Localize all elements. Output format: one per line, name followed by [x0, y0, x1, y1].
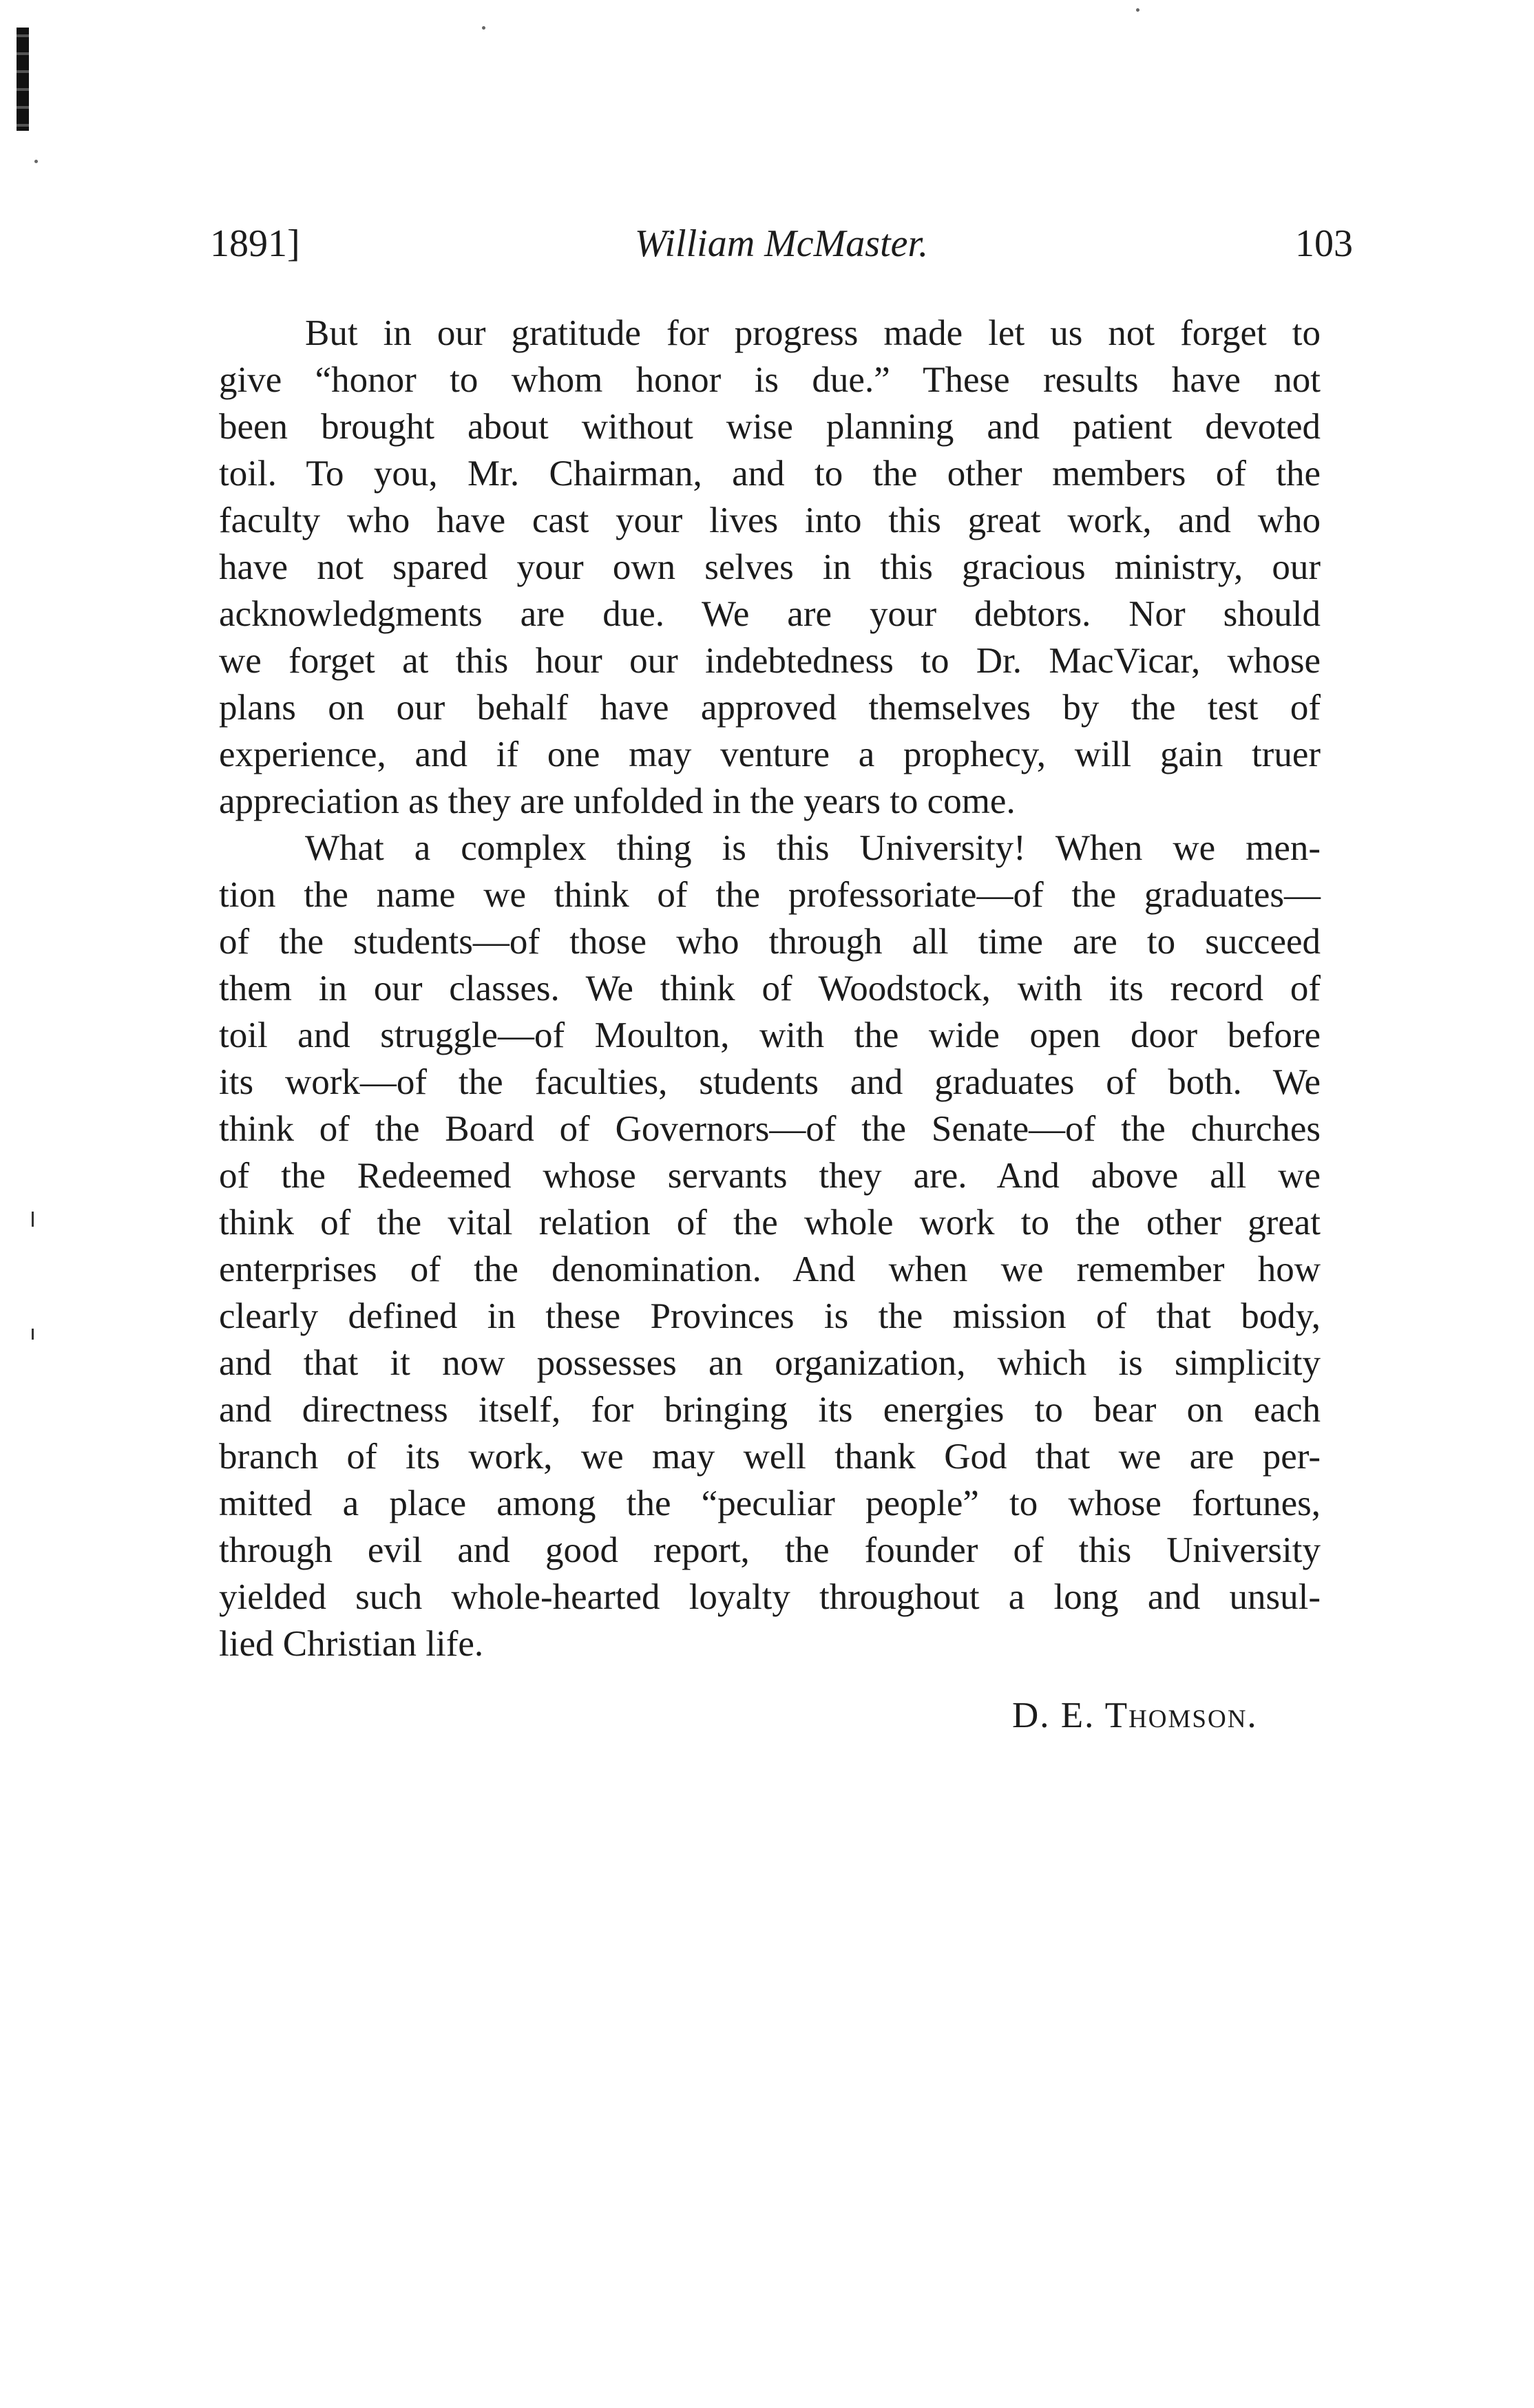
scan-speck [482, 26, 485, 30]
text-line: experience, and if one may venture a prophecy, will gain truer [219, 735, 1321, 774]
text-line: yielded such whole-hearted loyalty throughout a long and unsul- [219, 1577, 1321, 1617]
paragraph [219, 825, 1321, 1667]
scan-speck [34, 160, 38, 163]
text-line: have not spared your own selves in this gracious ministry, our [219, 547, 1321, 587]
text-line: think of the vital relation of the whole work to the other great [219, 1203, 1321, 1243]
scan-speck [1136, 8, 1139, 12]
body-text [219, 310, 1321, 1667]
page-number: 103 [1295, 222, 1353, 265]
text-line: enterprises of the denomination. And when we remember how [219, 1249, 1321, 1289]
text-line: we forget at this hour our indebtedness to Dr. MacVicar, whose [219, 641, 1321, 681]
text-line: branch of its work, we may well thank God that we are per- [219, 1437, 1321, 1477]
text-line: through evil and good report, the founder of this University [219, 1530, 1321, 1570]
text-line: toil. To you, Mr. Chairman, and to the other members of the [219, 454, 1321, 494]
text-line: tion the name we think of the professoriate—of the graduates— [219, 875, 1321, 915]
text-line: mitted a place among the “peculiar people” to whose fortunes, [219, 1483, 1321, 1523]
text-line: toil and struggle—of Moulton, with the wide open door before [219, 1015, 1321, 1055]
text-line: of the students—of those who through all time are to succeed [219, 922, 1321, 962]
running-head-title: William McMaster. [634, 222, 929, 265]
scan-speck [32, 1329, 34, 1340]
text-line: them in our classes. We think of Woodstock, with its record of [219, 969, 1321, 1008]
scan-speck [32, 1212, 34, 1227]
running-head-year: 1891] [210, 222, 300, 265]
author-signature: D. E. Thomson. [1012, 1696, 1258, 1735]
text-line: clearly defined in these Provinces is the mission of that body, [219, 1296, 1321, 1336]
text-line: give “honor to whom honor is due.” These results have not [219, 360, 1321, 400]
text-line: appreciation as they are unfolded in the years to come. [219, 781, 1016, 821]
text-line: lied Christian life. [219, 1624, 484, 1664]
text-line: But in our gratitude for progress made let us not forget to [305, 313, 1321, 353]
text-line: What a complex thing is this University! When we men- [305, 828, 1321, 868]
text-line: plans on our behalf have approved themselves by the test of [219, 688, 1321, 728]
text-line: of the Redeemed whose servants they are. And above all we [219, 1156, 1321, 1196]
text-line: think of the Board of Governors—of the Senate—of the churches [219, 1109, 1321, 1149]
text-line: its work—of the faculties, students and graduates of both. We [219, 1062, 1321, 1102]
text-line: and that it now possesses an organization, which is simplicity [219, 1343, 1321, 1383]
text-line: faculty who have cast your lives into this great work, and who [219, 500, 1321, 540]
scan-edge-mark [17, 28, 29, 131]
text-line: been brought about without wise planning and patient devoted [219, 407, 1321, 447]
text-line: acknowledgments are due. We are your debtors. Nor should [219, 594, 1321, 634]
text-line: and directness itself, for bringing its energies to bear on each [219, 1390, 1321, 1430]
running-head [210, 222, 1353, 277]
paragraph [219, 310, 1321, 825]
